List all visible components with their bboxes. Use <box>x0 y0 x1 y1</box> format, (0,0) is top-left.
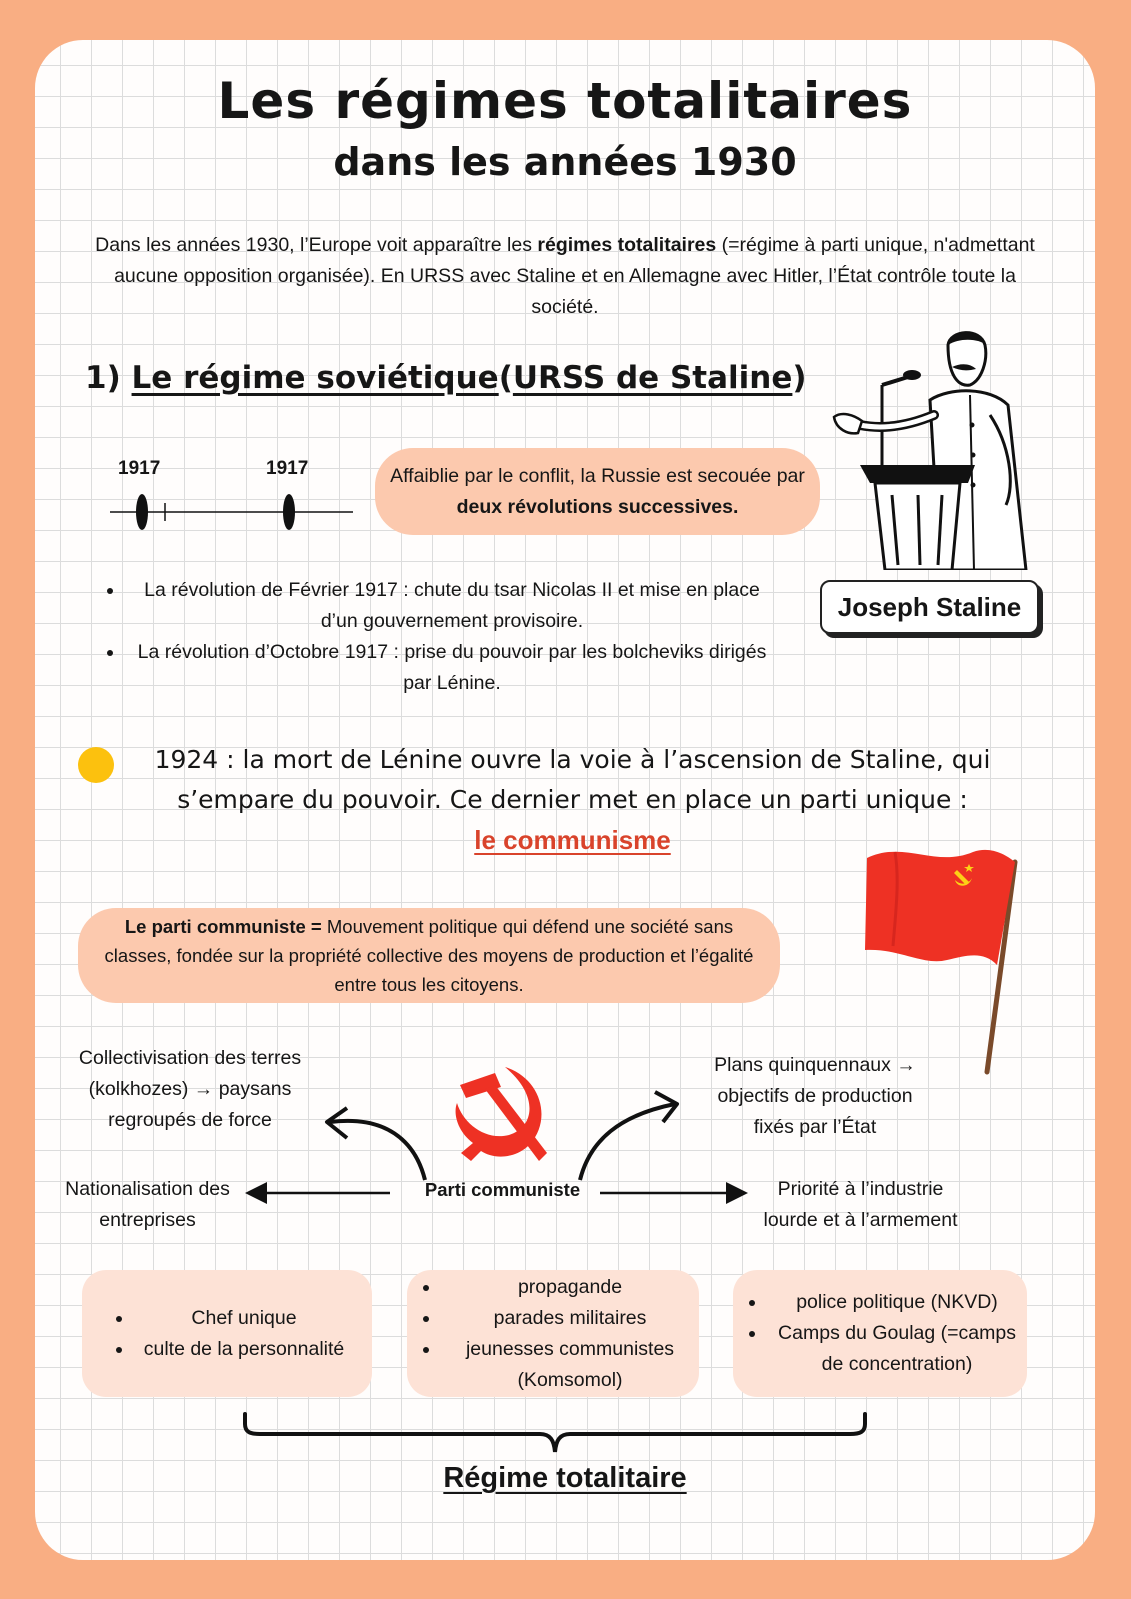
communist-party-definition <box>78 908 780 1003</box>
portrait-caption: Joseph Staline <box>820 580 1039 634</box>
timeline-graphic <box>105 485 365 535</box>
box-leader <box>82 1270 372 1397</box>
revolutions-list <box>85 575 775 699</box>
arrow-to-five-year-plans <box>580 1104 675 1180</box>
list-item: • Chef unique <box>134 1303 354 1334</box>
list-item: • parades militaires <box>441 1303 699 1334</box>
section-paren-close: ) <box>792 360 807 396</box>
list-item: • police politique (NKVD) <box>767 1287 1027 1318</box>
list-item: • culte de la personnalité <box>134 1334 354 1365</box>
stalin-speaking-illustration <box>830 325 1030 570</box>
definition-term: Le parti communiste = <box>124 916 327 937</box>
definition-text <box>104 912 754 999</box>
intro-text-after: (=régime à parti unique, n'admettant aucune opposition organisée). En URSS avec Staline et en Allemagne avec Hitler, l’État contrôle toute la société. <box>114 234 1035 318</box>
revolutions-summary-box <box>375 448 820 535</box>
node-nationalisation: Nationalisation des entreprises <box>65 1178 230 1231</box>
timeline-year-1: 1917 <box>118 458 161 479</box>
revolutions-summary-bold: deux révolutions successives. <box>456 495 739 518</box>
list-item: • La révolution d’Octobre 1917 : prise du pouvoir par les bolcheviks dirigés par Lénine. <box>125 637 775 699</box>
arrow-to-collectivisation <box>330 1121 425 1180</box>
timeline-year-2: 1917 <box>266 458 309 479</box>
list-item: • propagande <box>441 1272 699 1303</box>
box-leader-list <box>100 1303 354 1365</box>
section-paren-open: ( <box>498 360 513 396</box>
page-subtitle: dans les années 1930 <box>333 140 797 184</box>
box-propaganda-list <box>407 1272 699 1396</box>
node-communist-party: Parti communiste <box>424 1179 581 1200</box>
soviet-flag-icon <box>855 840 1025 1080</box>
intro-paragraph <box>90 230 1040 323</box>
node-collectivisation: Collectivisation des terres (kolkhozes) → paysans regroupés de force <box>78 1047 302 1131</box>
node-five-year-plans: Plans quinquennaux → objectifs de production fixés par l’État <box>714 1054 916 1138</box>
yellow-bullet-icon <box>78 747 114 783</box>
conclusion-label: Régime totalitaire <box>443 1462 687 1494</box>
definition-body: Mouvement politique qui défend une société sans classes, fondée sur la propriété collective des moyens de production et l’égalité entre tous les citoyens. <box>104 916 754 995</box>
box-repression <box>733 1270 1027 1397</box>
section-number: 1) <box>85 360 121 396</box>
list-item: • jeunesses communistes (Komsomol) <box>441 1334 699 1396</box>
box-propaganda <box>407 1270 699 1397</box>
list-item: • Camps du Goulag (=camps de concentration) <box>767 1318 1027 1380</box>
page-title: Les régimes totalitaires <box>217 72 913 130</box>
infographic-sheet <box>35 40 1095 1560</box>
node-heavy-industry: Priorité à l’industrie lourde et à l’armement <box>763 1178 958 1231</box>
intro-text-before: Dans les années 1930, l’Europe voit apparaître les <box>95 234 538 256</box>
section-title-main: Le régime soviétique <box>131 360 499 396</box>
section-title-paren: URSS de Staline <box>512 360 793 396</box>
revolutions-summary-before: Affaiblie par le conflit, la Russie est secouée par <box>390 464 805 487</box>
revolutions-summary-text <box>388 461 808 523</box>
communism-highlight: le communisme <box>474 825 671 855</box>
lenin-death-text: 1924 : la mort de Lénine ouvre la voie à l’ascension de Staline, qui s’empare du pouvoir. Ce dernier met en place un parti unique : <box>154 745 991 814</box>
box-repression-list <box>733 1287 1027 1380</box>
list-item: • La révolution de Février 1917 : chute du tsar Nicolas II et mise en place d’un gouvernement provisoire. <box>125 575 775 637</box>
diagram-arrows <box>35 1060 1095 1230</box>
curly-brace <box>240 1412 870 1457</box>
intro-text-bold: régimes totalitaires <box>537 234 717 256</box>
section-title <box>85 360 807 396</box>
